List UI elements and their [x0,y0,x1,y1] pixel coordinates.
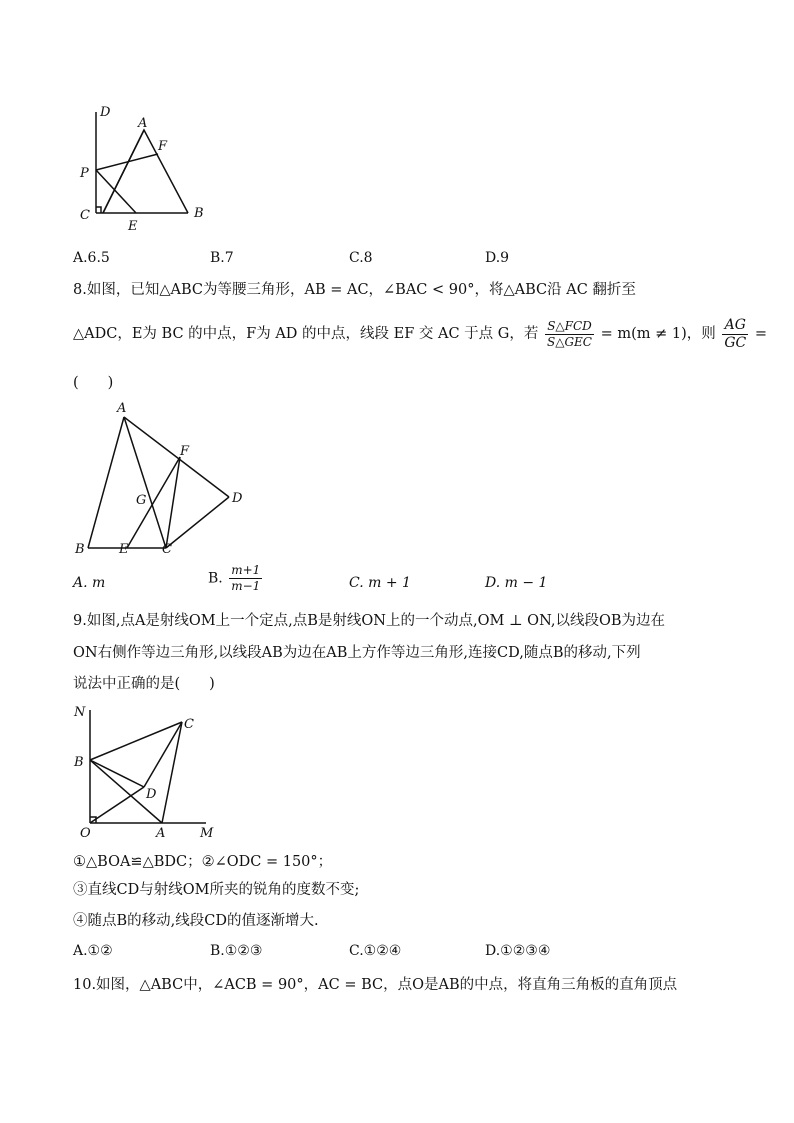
fig7-label-a: A [138,116,148,131]
q7-option-c: C.8 [349,250,373,266]
fig8-label-g: G [136,493,147,508]
fig9-label-d: D [146,787,157,802]
fig7-label-f: F [158,139,168,154]
figure-q7 [70,100,220,240]
fig8-label-e: E [119,542,129,557]
q9-option-d: D.①②③④ [485,943,551,959]
q9-statement-4: ④随点B的移动,线段CD的值逐渐增大. [73,913,319,929]
fig7-label-b: B [194,206,204,221]
fig8-label-b: B [75,542,85,557]
q8-option-a: A. m [73,575,106,591]
q8-option-b [208,563,264,594]
fig9-label-o: O [80,826,91,841]
figure-q8 [70,395,260,565]
fig9-label-a: A [156,826,166,841]
q8-paren: ( ) [73,375,114,391]
fig9-label-n: N [74,705,86,720]
fig9-label-c: C [184,717,194,732]
fig8-label-f: F [180,444,190,459]
q7-option-a: A.6.5 [73,250,110,266]
q8-line-2 [73,314,767,354]
q8-option-b-prefix: B. [208,570,223,587]
fig7-label-p: P [80,166,89,181]
q8-line-2-b: = m(m ≠ 1)，则 [600,326,716,342]
q8-area-den: S△GEC [547,334,592,349]
figure-q9 [70,700,230,845]
q9-option-c: C.①②④ [349,943,402,959]
q9-line-1: 9.如图,点A是射线OM上一个定点,点B是射线ON上的一个动点,OM ⊥ ON,以线段OB为边在 [73,613,665,629]
q9-line-3: 说法中正确的是( ) [73,676,215,692]
fig7-label-d: D [100,105,111,120]
q8-ratio-fraction [722,317,748,352]
q7-option-d: D.9 [485,250,510,266]
fig8-label-d: D [232,491,243,506]
q8-option-d: D. m − 1 [485,575,548,591]
q8-area-num: S△FCD [545,319,594,335]
q9-option-b: B.①②③ [210,943,263,959]
q8-option-b-den: m−1 [231,579,261,593]
q9-statement-3: ③直线CD与射线OM所夹的锐角的度数不变; [73,882,360,898]
q8-line-2-c: = [754,326,768,342]
q9-statements-1-2: ①△BOA≌△BDC；②∠ODC = 150°； [73,854,333,870]
q8-ratio-num: AG [722,317,748,335]
fig7-label-c: C [80,208,90,223]
q8-area-fraction [545,319,594,350]
fig8-label-a: A [117,401,127,416]
q7-option-b: B.7 [210,250,234,266]
q8-option-c: C. m + 1 [349,575,411,591]
fig9-label-m: M [200,826,214,841]
fig9-label-b: B [74,755,84,770]
q10-line-1: 10.如图，△ABC中，∠ACB = 90°，AC = BC，点O是AB的中点，将直角三角板的直角顶点 [73,977,678,993]
q8-line-2-a: △ADC，E为 BC 的中点，F为 AD 的中点，线段 EF 交 AC 于点 G，若 [73,326,539,342]
q8-ratio-den: GC [724,334,747,351]
q9-option-a: A.①② [73,943,113,959]
q8-line-1: 8.如图，已知△ABC为等腰三角形，AB = AC，∠BAC < 90°，将△ABC沿 AC 翻折至 [73,282,636,298]
q8-option-b-fraction [229,563,262,594]
fig7-label-e: E [128,219,138,234]
q9-line-2: ON右侧作等边三角形,以线段AB为边在AB上方作等边三角形,连接CD,随点B的移动,下列 [73,645,641,661]
fig8-label-c: C [162,542,172,557]
q8-option-b-num: m+1 [231,563,261,577]
